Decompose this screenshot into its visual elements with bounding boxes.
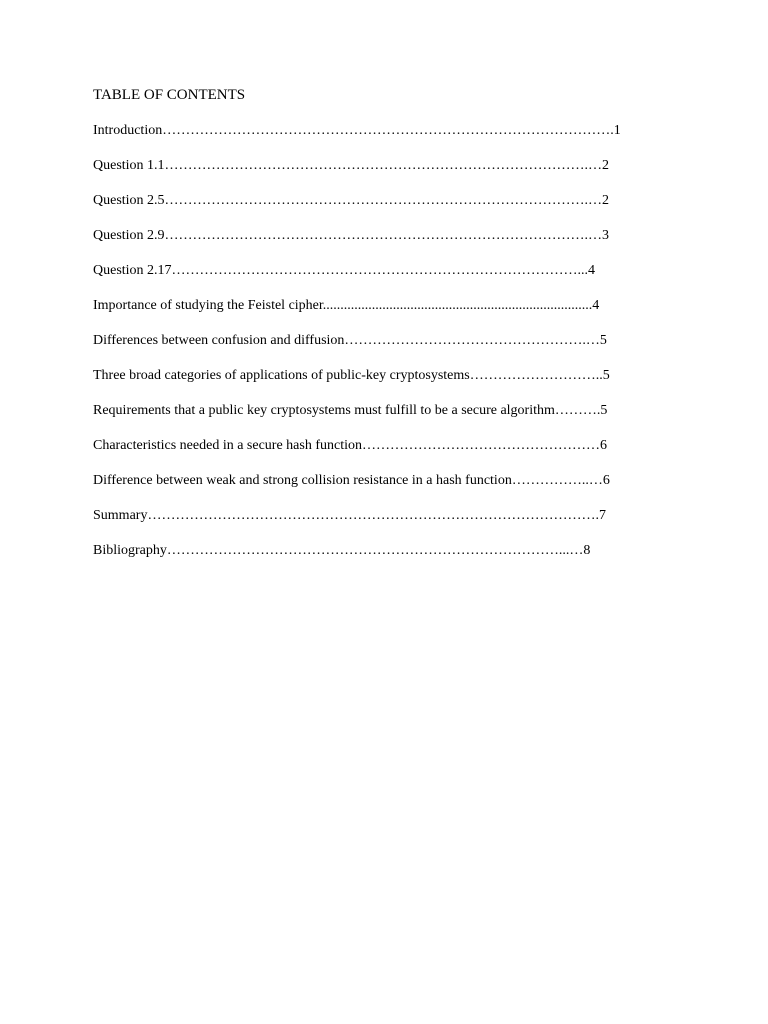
toc-entry-text: Three broad categories of applications of public-key cryptosystems………………………..5 — [93, 368, 610, 383]
toc-entry-text: Differences between confusion and diffusion…………………………………………….…5 — [93, 333, 607, 348]
toc-entry-collision-resistance — [93, 472, 663, 490]
toc-entry-text: Importance of studying the Feistel cipher.............................................................................4 — [93, 298, 600, 313]
toc-entry-text: Question 2.9……………………………………………………………………………….…3 — [93, 228, 610, 243]
toc-entry-question-2-17 — [93, 262, 663, 280]
toc-entry-confusion-diffusion — [93, 332, 663, 350]
toc-entry-question-2-9 — [93, 227, 663, 245]
toc-entry-hash-characteristics — [93, 437, 663, 455]
toc-entry-bibliography — [93, 542, 663, 560]
toc-entry-introduction — [93, 122, 663, 140]
toc-entry-feistel-cipher — [93, 297, 663, 315]
toc-entry-text: Question 2.17……………………………………………………………………………...4 — [93, 263, 596, 278]
toc-heading: TABLE OF CONTENTS — [93, 87, 246, 103]
toc-entry-text: Characteristics needed in a secure hash function……………………………………………6 — [93, 438, 608, 453]
toc-entry-public-key-applications — [93, 367, 663, 385]
toc-entry-text: Question 1.1……………………………………………………………………………….…2 — [93, 158, 610, 173]
toc-entry-text: Bibliography…………………………………………………………………………...…8 — [93, 543, 591, 558]
toc-entry-question-2-5 — [93, 192, 663, 210]
toc-entry-public-key-requirements — [93, 402, 663, 420]
toc-entry-question-1-1 — [93, 157, 663, 175]
toc-entry-text: Question 2.5……………………………………………………………………………….…2 — [93, 193, 610, 208]
toc-entry-text: Introduction…………………………………………………………………………………….1 — [93, 123, 621, 138]
toc-entry-text: Summary…………………………………………………………………………………….7 — [93, 508, 606, 523]
toc-entry-summary — [93, 507, 663, 525]
toc-entry-text: Requirements that a public key cryptosystems must fulfill to be a secure algorithm……….5 — [93, 403, 608, 418]
toc-entry-text: Difference between weak and strong collision resistance in a hash function……………..…6 — [93, 473, 610, 488]
